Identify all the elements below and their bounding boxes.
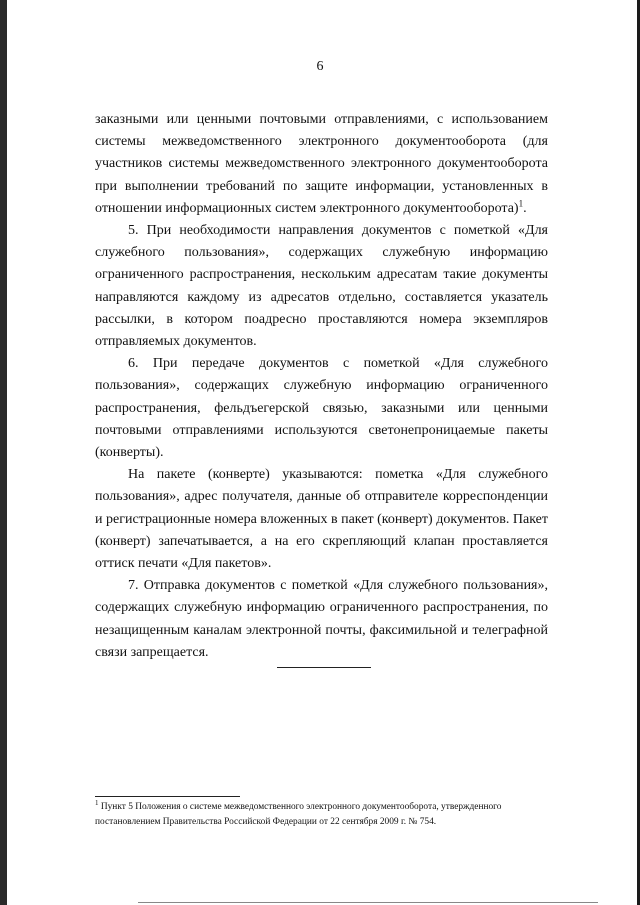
paragraph-text: заказными или ценными почтовыми отправлениями, с использованием системы межведомственного электронного документооборота (для участников системы межведомственного электронного документооборота при выполнении требований по защите информации, установленных в отношении информационных систем электронного документооборота) [95, 112, 548, 216]
footnote-mark: 1 [95, 798, 99, 807]
paragraph-item-6: 6. При передаче документов с пометкой «Для служебного пользования», содержащих служебную информацию ограниченного распространения, фельдъегерской связью, заказными или ценными почтовыми отправлениями используются светонепроницаемые пакеты (конверты). [95, 356, 548, 461]
scan-edge-left [0, 0, 7, 905]
footnote [95, 800, 548, 830]
scan-edge-bottom [138, 902, 598, 903]
page-number: 6 [316, 59, 324, 74]
end-separator-line [277, 667, 371, 668]
document-body [95, 109, 548, 664]
paragraph-envelope: На пакете (конверте) указываются: пометка «Для служебного пользования», адрес получателя, данные об отправителе корреспонденции и регистрационные номера вложенных в пакет (конверт) документов. Пакет (конверт) запечатывается, а на его скрепляющий клапан проставляется оттиск печати «Для пакетов». [95, 467, 548, 572]
footnote-rule [95, 796, 240, 797]
footnote-reference: 1 [518, 198, 524, 209]
paragraph-tail: . [523, 200, 527, 216]
paragraph-item-7: 7. Отправка документов с пометкой «Для служебного пользования», содержащих служебную информацию ограниченного распространения, по незащищенным каналам электронной почты, факсимильной и телеграфной связи запрещается. [95, 578, 548, 660]
paragraph-continuation [95, 109, 548, 220]
paragraph-item-5: 5. При необходимости направления документов с пометкой «Для служебного пользования», содержащих служебную информацию ограниченного распространения, нескольким адресатам такие документы направляются каждому из адресатов отдельно, составляется указатель рассылки, в котором поадресно проставляются номера экземпляров отправляемых документов. [95, 223, 548, 350]
footnote-text: Пункт 5 Положения о системе межведомственного электронного документооборота, утвержденного постановлением Правительства Российской Федерации от 22 сентября 2009 г. № 754. [95, 802, 502, 827]
